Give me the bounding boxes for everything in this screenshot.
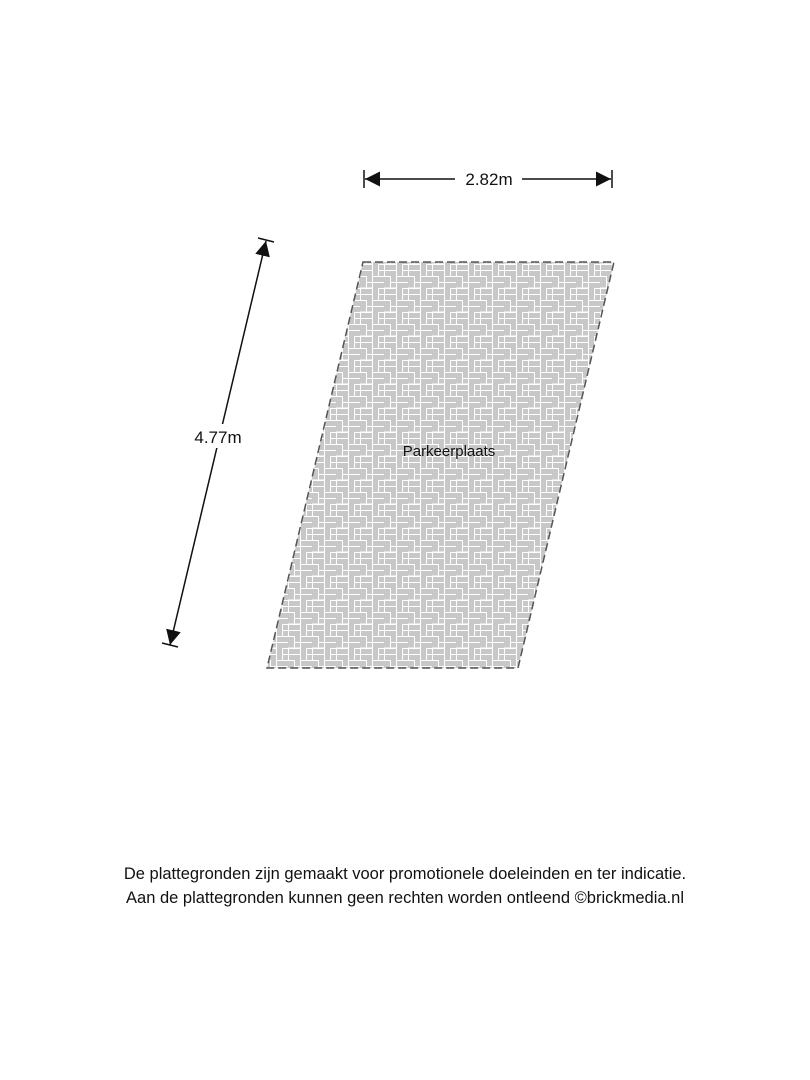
- length-dimension-label: 4.77m: [194, 428, 242, 447]
- width-dimension: [364, 170, 612, 189]
- room-label: Parkeerplaats: [402, 443, 496, 460]
- disclaimer: [0, 862, 810, 910]
- parking-area: [267, 262, 614, 668]
- paving-fill: [267, 262, 614, 668]
- disclaimer-line-2: Aan de plattegronden kunnen geen rechten worden ontleend ©brickmedia.nl: [126, 889, 684, 907]
- width-dimension-label: 2.82m: [465, 170, 513, 189]
- disclaimer-line-1: De plattegronden zijn gemaakt voor promotionele doeleinden en ter indicatie.: [123, 865, 687, 883]
- length-dimension: [162, 238, 274, 647]
